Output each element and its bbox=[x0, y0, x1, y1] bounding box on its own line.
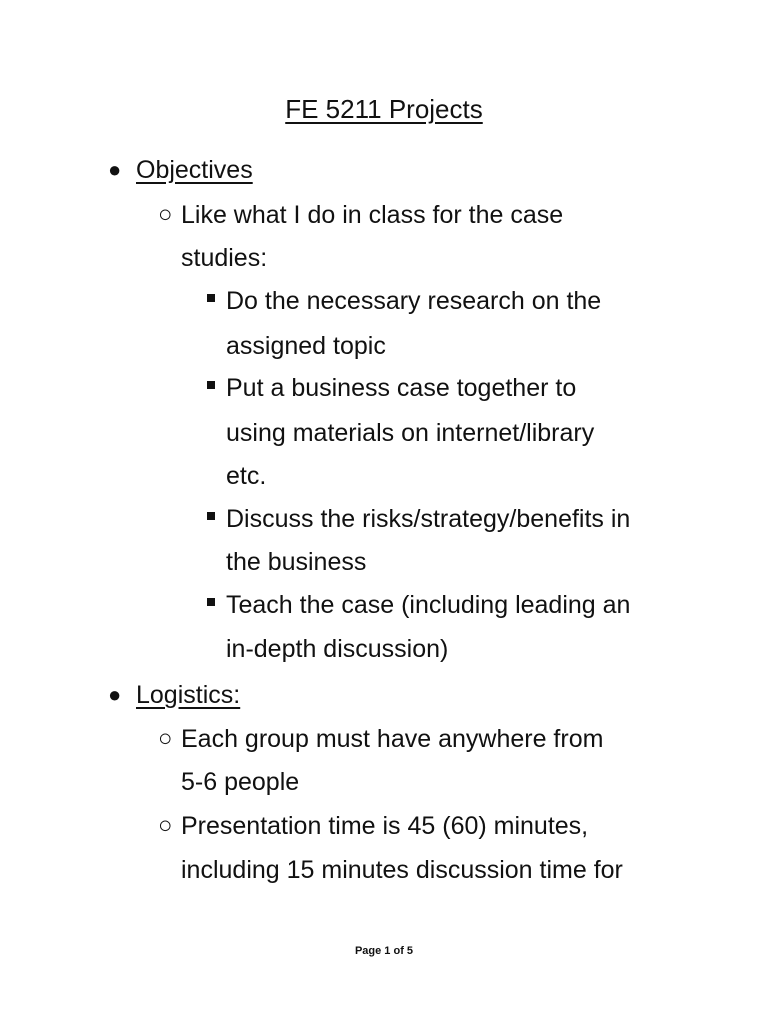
page-footer: Page 1 of 5 bbox=[354, 945, 414, 957]
sub-item-line: the business bbox=[226, 548, 367, 576]
bullet-disc-icon: ● bbox=[108, 682, 122, 707]
list-item-line: studies: bbox=[181, 244, 268, 272]
section-heading-logistics: Logistics: bbox=[136, 681, 241, 709]
sub-item-line: Do the necessary research on the bbox=[226, 287, 602, 315]
section-heading-objectives: Objectives bbox=[136, 156, 253, 184]
bullet-square-icon bbox=[207, 381, 215, 389]
list-item-line: Presentation time is 45 (60) minutes, bbox=[181, 812, 589, 840]
list-item-line: Like what I do in class for the case bbox=[181, 201, 564, 229]
sub-item-line: using materials on internet/library bbox=[226, 419, 595, 447]
sub-item-line: Teach the case (including leading an bbox=[226, 591, 631, 619]
bullet-circle-icon: ○ bbox=[158, 725, 173, 752]
bullet-disc-icon: ● bbox=[108, 157, 122, 182]
sub-item-line: Put a business case together to bbox=[226, 374, 577, 402]
bullet-square-icon bbox=[207, 512, 215, 520]
bullet-circle-icon: ○ bbox=[158, 812, 173, 839]
sub-item-line: etc. bbox=[226, 462, 267, 490]
bullet-square-icon bbox=[207, 598, 215, 606]
list-item-line: including 15 minutes discussion time for bbox=[181, 856, 623, 884]
list-item-line: 5-6 people bbox=[181, 768, 300, 796]
bullet-circle-icon: ○ bbox=[158, 201, 173, 228]
bullet-square-icon bbox=[207, 294, 215, 302]
sub-item-line: assigned topic bbox=[226, 332, 386, 360]
sub-item-line: Discuss the risks/strategy/benefits in bbox=[226, 505, 631, 533]
list-item-line: Each group must have anywhere from bbox=[181, 725, 604, 753]
sub-item-line: in-depth discussion) bbox=[226, 635, 449, 663]
page-title: FE 5211 Projects bbox=[285, 94, 483, 124]
